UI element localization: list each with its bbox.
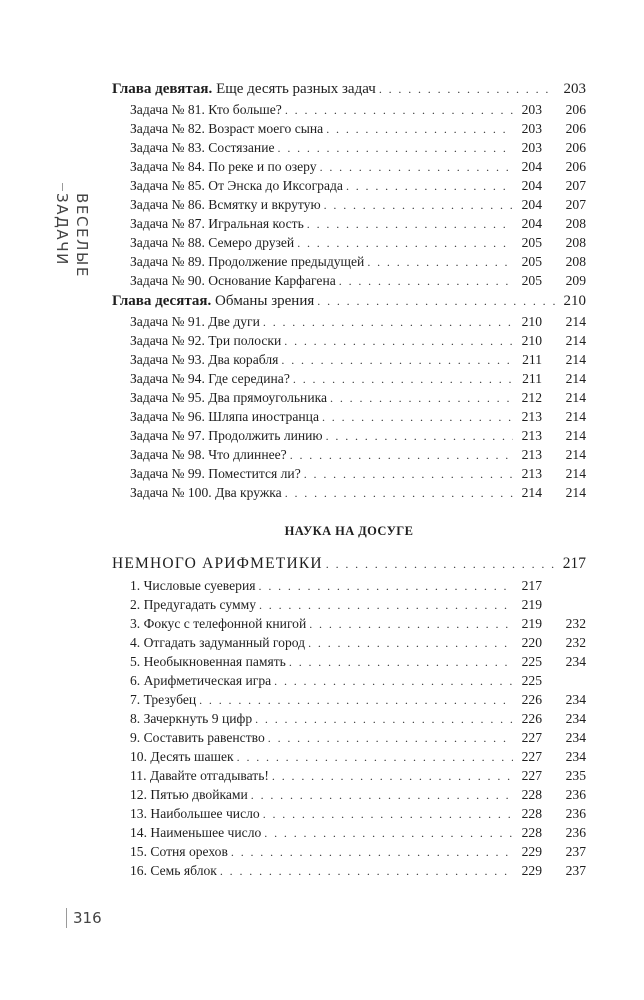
entry-page: 227: [521, 749, 542, 764]
entry-page: 217: [521, 578, 542, 593]
toc-entry[interactable]: [112, 652, 586, 671]
answer-page: 214: [565, 390, 586, 405]
chapter-10-items: [112, 312, 586, 502]
leader-dots: [281, 351, 513, 370]
section-heading: НАУКА НА ДОСУГЕ: [284, 524, 414, 538]
leader-dots: [307, 215, 513, 234]
toc-entry[interactable]: [112, 728, 586, 747]
entry-label: 15. Сотня орехов: [130, 844, 228, 859]
answer-page: 206: [565, 102, 586, 117]
entry-label: Задача № 91. Две дуги: [130, 314, 260, 329]
leader-dots: [285, 484, 513, 503]
entry-label: Задача № 82. Возраст моего сына: [130, 121, 324, 136]
toc-entry[interactable]: [112, 271, 586, 290]
toc-entry[interactable]: [112, 785, 586, 804]
chapter-heading[interactable]: [112, 78, 586, 100]
toc-entry[interactable]: [112, 445, 586, 464]
chapter-heading[interactable]: [112, 552, 586, 576]
answer-page: 214: [565, 447, 586, 462]
table-of-contents: [112, 78, 586, 880]
leader-dots: [259, 577, 513, 596]
leader-dots: [274, 672, 513, 691]
entry-page: 205: [521, 254, 542, 269]
answer-page: 214: [565, 314, 586, 329]
toc-entry[interactable]: [112, 823, 586, 842]
entry-label: Задача № 83. Состязание: [130, 140, 275, 155]
entry-label: Задача № 96. Шляпа иностранца: [130, 409, 319, 424]
answer-page: 206: [565, 159, 586, 174]
entry-label: 14. Наименьшее число: [130, 825, 262, 840]
toc-entry[interactable]: [112, 331, 586, 350]
answer-page: 234: [565, 749, 586, 764]
entry-label: Задача № 88. Семеро друзей: [130, 235, 295, 250]
entry-page: 228: [521, 787, 542, 802]
page-number: 316: [73, 909, 102, 927]
answer-page: 236: [565, 825, 586, 840]
leader-dots: [237, 748, 513, 767]
leader-dots: [324, 196, 513, 215]
entry-label: 11. Давайте отгадывать!: [130, 768, 269, 783]
leader-dots: [285, 101, 513, 120]
toc-entry[interactable]: [112, 747, 586, 766]
leader-dots: [326, 427, 513, 446]
entry-page: 226: [521, 692, 542, 707]
answer-page: 214: [565, 485, 586, 500]
answer-page: 237: [565, 863, 586, 878]
entry-page: 228: [521, 806, 542, 821]
entry-label: 9. Составить равенство: [130, 730, 265, 745]
entry-label: Задача № 92. Три полоски: [130, 333, 282, 348]
toc-entry[interactable]: [112, 252, 586, 271]
toc-entry[interactable]: [112, 690, 586, 709]
answer-page: 214: [565, 466, 586, 481]
entry-page: 219: [521, 616, 542, 631]
entry-label: Задача № 98. Что длиннее?: [130, 447, 287, 462]
entry-label: Задача № 89. Продолжение предыдущей: [130, 254, 365, 269]
arithmetic-items: [112, 576, 586, 880]
toc-entry[interactable]: [112, 369, 586, 388]
answer-page: 232: [565, 616, 586, 631]
toc-entry[interactable]: [112, 350, 586, 369]
entry-label: Задача № 100. Два кружка: [130, 485, 282, 500]
answer-page: 209: [565, 273, 586, 288]
chapter-page: 210: [563, 293, 586, 309]
entry-label: Задача № 95. Два прямоугольника: [130, 390, 328, 405]
leader-dots: [326, 552, 555, 576]
answer-page: 237: [565, 844, 586, 859]
toc-entry[interactable]: [112, 312, 586, 331]
leader-dots: [330, 389, 513, 408]
toc-entry[interactable]: [112, 804, 586, 823]
entry-page: 226: [521, 711, 542, 726]
entry-page: 219: [521, 597, 542, 612]
entry-page: 213: [521, 428, 542, 443]
toc-entry[interactable]: [112, 671, 586, 690]
entry-page: 212: [521, 390, 542, 405]
entry-label: 5. Необыкновенная память: [130, 654, 286, 669]
entry-page: 205: [521, 273, 542, 288]
entry-page: 204: [521, 216, 542, 231]
entry-page: 213: [521, 409, 542, 424]
entry-label: 3. Фокус с телефонной книгой: [130, 616, 307, 631]
answer-page: 208: [565, 254, 586, 269]
chapter-10-block: [112, 290, 586, 502]
entry-label: 10. Десять шашек: [130, 749, 234, 764]
answer-page: 236: [565, 787, 586, 802]
toc-entry[interactable]: [112, 119, 586, 138]
entry-page: 204: [521, 197, 542, 212]
answer-page: 214: [565, 352, 586, 367]
toc-entry[interactable]: [112, 176, 586, 195]
leader-dots: [320, 158, 513, 177]
entry-page: 213: [521, 447, 542, 462]
entry-page: 220: [521, 635, 542, 650]
answer-page: 206: [565, 140, 586, 155]
entry-label: Задача № 99. Поместится ли?: [130, 466, 301, 481]
leader-dots: [259, 596, 513, 615]
answer-page: 207: [565, 197, 586, 212]
leader-dots: [255, 710, 513, 729]
entry-page: 205: [521, 235, 542, 250]
answer-page: 236: [565, 806, 586, 821]
entry-page: 214: [521, 485, 542, 500]
toc-entry[interactable]: [112, 195, 586, 214]
leader-dots: [367, 253, 513, 272]
leader-dots: [304, 465, 513, 484]
entry-page: 229: [521, 844, 542, 859]
entry-label: Задача № 81. Кто больше?: [130, 102, 282, 117]
entry-page: 228: [521, 825, 542, 840]
chapter-heading[interactable]: [112, 290, 586, 312]
leader-dots: [284, 332, 513, 351]
entry-label: Задача № 85. От Энска до Иксограда: [130, 178, 343, 193]
entry-label: 2. Предугадать сумму: [130, 597, 256, 612]
entry-page: 225: [521, 673, 542, 688]
toc-entry[interactable]: [112, 861, 586, 880]
leader-dots: [268, 729, 513, 748]
entry-label: 7. Трезубец: [130, 692, 197, 707]
entry-label: 13. Наибольшее число: [130, 806, 260, 821]
leader-dots: [297, 234, 513, 253]
answer-page: 234: [565, 730, 586, 745]
answer-page: 214: [565, 428, 586, 443]
toc-entry[interactable]: [112, 576, 586, 595]
toc-entry[interactable]: [112, 633, 586, 652]
leader-dots: [339, 272, 513, 291]
entry-label: 6. Арифметическая игра: [130, 673, 272, 688]
entry-page: 203: [521, 140, 542, 155]
entry-label: 12. Пятью двойками: [130, 787, 248, 802]
chapter-number: Глава девятая.: [112, 81, 213, 97]
leader-dots: [272, 767, 513, 786]
entry-page: 203: [521, 121, 542, 136]
leader-dots: [231, 843, 513, 862]
leader-dots: [379, 78, 555, 100]
leader-dots: [322, 408, 513, 427]
toc-entry[interactable]: [112, 388, 586, 407]
entry-page: 213: [521, 466, 542, 481]
leader-dots: [199, 691, 513, 710]
toc-entry[interactable]: [112, 233, 586, 252]
answer-page: 208: [565, 235, 586, 250]
entry-page: 210: [521, 333, 542, 348]
side-rule: [62, 183, 63, 191]
leader-dots: [289, 653, 513, 672]
toc-entry[interactable]: [112, 100, 586, 119]
entry-label: Задача № 86. Всмятку и вкрутую: [130, 197, 321, 212]
answer-page: 208: [565, 216, 586, 231]
chapter-number: Глава десятая.: [112, 293, 212, 309]
entry-page: 203: [521, 102, 542, 117]
entry-page: 211: [522, 352, 542, 367]
entry-label: 1. Числовые суеверия: [130, 578, 256, 593]
toc-entry[interactable]: [112, 407, 586, 426]
toc-entry[interactable]: [112, 614, 586, 633]
chapter-9-block: [112, 78, 586, 290]
arithmetic-block: [112, 552, 586, 880]
page-footer: [66, 908, 102, 928]
entry-label: Задача № 84. По реке и по озеру: [130, 159, 317, 174]
entry-label: Задача № 93. Два корабля: [130, 352, 279, 367]
leader-dots: [251, 786, 513, 805]
entry-label: Задача № 97. Продолжить линию: [130, 428, 323, 443]
toc-entry[interactable]: [112, 214, 586, 233]
entry-page: 227: [521, 768, 542, 783]
leader-dots: [308, 634, 513, 653]
answer-page: 234: [565, 692, 586, 707]
chapter-9-items: [112, 100, 586, 290]
leader-dots: [346, 177, 513, 196]
chapter-page: 203: [563, 81, 586, 97]
leader-dots: [293, 370, 513, 389]
toc-entry[interactable]: [112, 138, 586, 157]
leader-dots: [278, 139, 513, 158]
toc-entry[interactable]: [112, 595, 586, 614]
answer-page: 214: [565, 409, 586, 424]
leader-dots: [263, 313, 513, 332]
leader-dots: [264, 824, 513, 843]
answer-page: 235: [565, 768, 586, 783]
entry-page: 204: [521, 178, 542, 193]
chapter-page: 217: [562, 555, 586, 572]
entry-label: 16. Семь яблок: [130, 863, 217, 878]
answer-page: 234: [565, 654, 586, 669]
toc-entry[interactable]: [112, 157, 586, 176]
entry-label: Задача № 94. Где середина?: [130, 371, 290, 386]
leader-dots: [290, 446, 513, 465]
answer-page: 214: [565, 371, 586, 386]
answer-page: 206: [565, 121, 586, 136]
entry-label: Задача № 87. Игральная кость: [130, 216, 304, 231]
answer-page: 234: [565, 711, 586, 726]
running-title: ВЕСЕЛЫЕ ЗАДАЧИ: [53, 193, 91, 278]
answer-page: 207: [565, 178, 586, 193]
chapter-title: НЕМНОГО АРИФМЕТИКИ: [112, 555, 323, 572]
entry-page: 211: [522, 371, 542, 386]
entry-page: 229: [521, 863, 542, 878]
toc-entry[interactable]: [112, 464, 586, 483]
answer-page: 232: [565, 635, 586, 650]
entry-page: 225: [521, 654, 542, 669]
leader-dots: [220, 862, 513, 881]
leader-dots: [309, 615, 513, 634]
leader-dots: [317, 290, 555, 312]
entry-page: 227: [521, 730, 542, 745]
chapter-title: Еще десять разных задач: [216, 81, 376, 97]
toc-entry[interactable]: [112, 766, 586, 785]
entry-page: 204: [521, 159, 542, 174]
leader-dots: [326, 120, 513, 139]
entry-label: 4. Отгадать задуманный город: [130, 635, 306, 650]
entry-label: 8. Зачеркнуть 9 цифр: [130, 711, 253, 726]
toc-entry[interactable]: [112, 842, 586, 861]
toc-entry[interactable]: [112, 709, 586, 728]
entry-label: Задача № 90. Основание Карфагена: [130, 273, 336, 288]
leader-dots: [263, 805, 513, 824]
chapter-title: Обманы зрения: [215, 293, 315, 309]
toc-entry[interactable]: [112, 483, 586, 502]
toc-entry[interactable]: [112, 426, 586, 445]
footer-rule: [66, 908, 67, 928]
entry-page: 210: [521, 314, 542, 329]
answer-page: 214: [565, 333, 586, 348]
